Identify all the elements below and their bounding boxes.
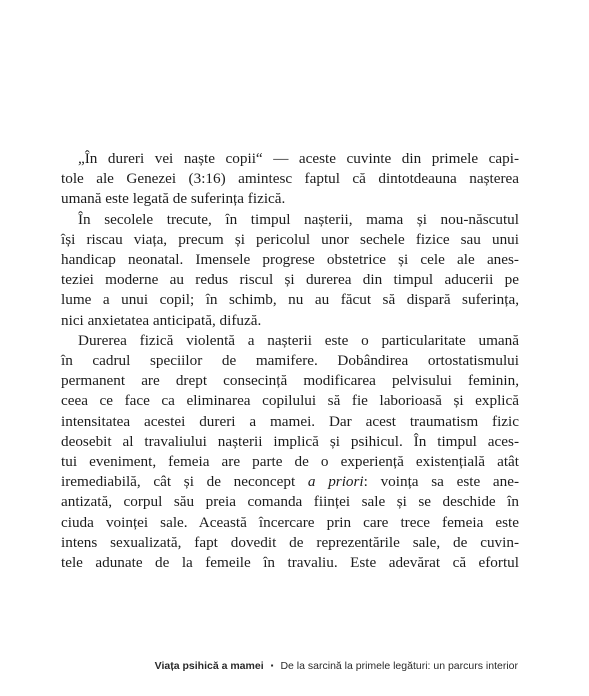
text-fragment: voința sa este anе-: [380, 473, 520, 491]
text-line: Durerea fizică violentă a nașterii este o particularitate umană: [78, 331, 519, 349]
text-line: intens sexualizată, fapt dovedit de reprezentările sale, de cuvin-: [61, 533, 519, 551]
text-line: tole ale Genezei (3:16) amintesc faptul că dintotdeauna nașterea: [61, 170, 519, 188]
text-line: handicap neonatal. Imensele progrese obstetrice și cele ale anes-: [61, 251, 519, 269]
text-line: nici anxietatea anticipată, difuză.: [61, 311, 262, 329]
text-line: intensitatea acestei dureri a mamei. Dar acest traumatism fizic: [61, 412, 519, 430]
text-line: lume a unui copil; în schimb, nu au făcut să dispară suferința,: [61, 291, 519, 309]
text-line: tui eveniment, femeia are parte de o experiență existențială atât: [61, 453, 519, 471]
body-text: [61, 149, 519, 573]
text-line: deosebit al travaliului nașterii implică și psihicul. În timpul aces-: [61, 432, 519, 450]
footer-separator-icon: ▪: [270, 661, 274, 670]
footer-book-title: Viața psihică a mamei: [154, 660, 264, 672]
italic-term: a priori: [307, 473, 364, 491]
text-line: în cadrul speciilor de mamifere. Dobândirea ortostatismului: [61, 352, 519, 370]
footer-chapter-title: De la sarcină la primele legături: un parcurs interior: [280, 660, 518, 672]
text-line: ciuda voinței sale. Această încercare prin care trece femeia este: [61, 513, 519, 531]
text-line: tele adunate de la femeile în travaliu. Este adevărat că efortul: [61, 554, 519, 572]
text-line: iremediabilă, cât și de neconcept a priori: voința sa este anе-: [61, 473, 520, 491]
text-line: umană este legată de suferința fizică.: [61, 190, 286, 208]
text-line: „În dureri vei naște copii“ — aceste cuvinte din primele capi-: [78, 150, 519, 167]
text-line: își riscau viața, precum și pericolul unor sechele fizice sau unui: [61, 230, 519, 248]
running-footer: [0, 659, 518, 673]
text-line: permanent are drept consecință modificarea pelvisului feminin,: [61, 372, 519, 390]
text-line: antizată, corpul său preia comanda ființei sale și se deschide în: [61, 493, 519, 511]
text-fragment: iremediabilă, cât și de neconcept: [61, 473, 296, 491]
text-line: În secolele trecute, în timpul nașterii, mama și nou-născutul: [78, 210, 519, 228]
text-line: teziei moderne au redus riscul și durerea din timpul aducerii pe: [61, 271, 519, 289]
text-line: ceea ce face ca eliminarea copilului să fie laborioasă și explică: [61, 392, 519, 410]
